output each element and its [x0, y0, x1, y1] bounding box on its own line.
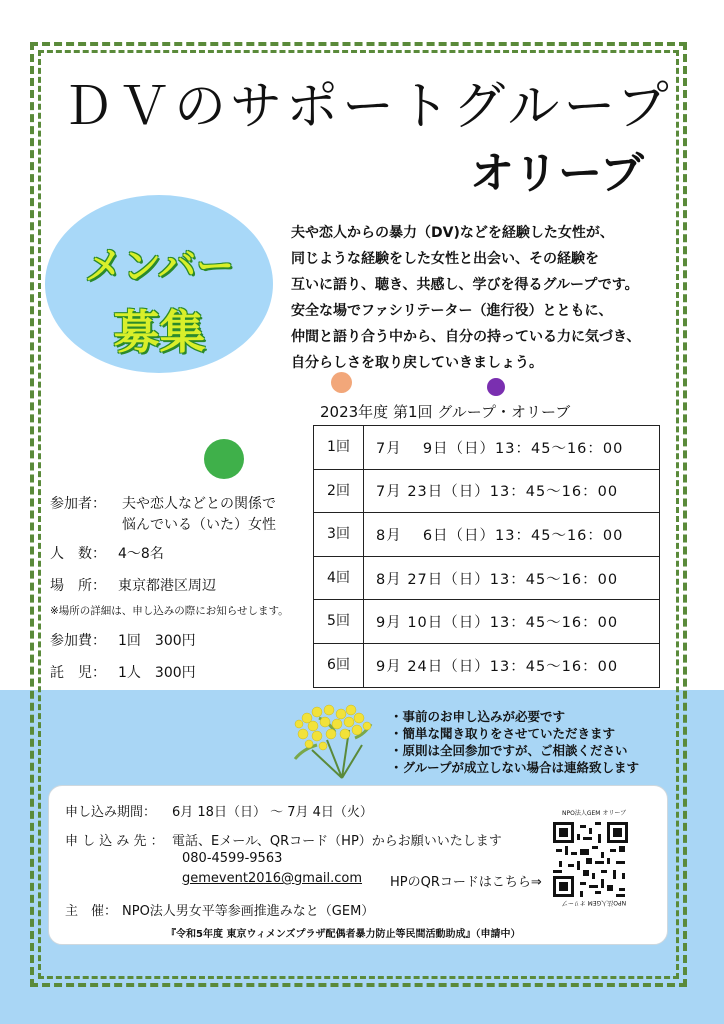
schedule-title: 2023年度 第1回 グループ・オリーブ — [320, 403, 571, 421]
place-label: 場 所： — [50, 578, 106, 594]
apply-to-value: 電話、Eメール、QRコード（HP）からお願いいたします — [172, 834, 502, 849]
session-number: 6回 — [314, 644, 364, 688]
recruit-line-2: 募集 — [113, 305, 206, 359]
intro-line: 互いに語り、聴き、共感し、学びを得るグループです。 — [291, 277, 639, 293]
notes-list — [390, 708, 639, 776]
schedule-row — [314, 470, 659, 514]
place-value: 東京都港区周辺 — [118, 578, 216, 594]
page-title: ＤＶのサポートグループ — [62, 77, 673, 137]
session-date: 9月 10日（日）13：45～16：00 — [376, 615, 619, 632]
qr-code-icon[interactable] — [553, 822, 628, 897]
intro-text — [291, 220, 681, 376]
note-item: ・事前のお申し込みが必要です — [390, 709, 566, 724]
note-item: ・簡単な聞き取りをさせていただきます — [390, 726, 616, 741]
intro-line: 自分らしさを取り戻していきましょう。 — [291, 355, 543, 371]
phone-number: 080-4599-9563 — [182, 851, 283, 866]
session-number: 3回 — [314, 513, 364, 556]
session-number: 2回 — [314, 470, 364, 513]
session-number: 4回 — [314, 557, 364, 600]
schedule-row — [314, 644, 659, 688]
session-date: 8月 27日（日）13：45～16：00 — [376, 571, 619, 588]
page-subtitle: オリーブ — [470, 148, 644, 199]
participants-label: 参加者： — [50, 496, 106, 512]
intro-line: 安全な場でファシリテーター（進行役）とともに、 — [291, 303, 613, 319]
mimosa-flower-icon — [287, 700, 377, 780]
schedule-row — [314, 600, 659, 644]
qr-caption-top: NPO法人GEM オリーブ — [562, 810, 627, 817]
apply-to-label: 申 し 込 み 先 ： — [65, 834, 164, 849]
participants-text-1: 夫や恋人などとの関係で — [122, 496, 276, 512]
session-date: 7月 9日（日）13：45～16：00 — [376, 440, 624, 457]
fee-label: 参加費： — [50, 633, 106, 649]
session-date: 8月 6日（日）13：45～16：00 — [376, 527, 624, 544]
orange-dot — [331, 372, 352, 393]
period-label: 申し込み期間： — [65, 805, 157, 820]
email-link[interactable]: gemevent2016@gmail.com — [182, 871, 363, 886]
childcare-value: 1人 300円 — [118, 665, 196, 681]
session-number: 1回 — [314, 426, 364, 469]
intro-line: 夫や恋人からの暴力（DV)などを経験した女性が、 — [291, 225, 614, 241]
period-value: 6月 18日（日） ～ 7月 4日（火） — [172, 805, 373, 820]
qr-caption-bottom: NPO法人GEM オリーブ — [562, 899, 627, 906]
recruit-line-1: メンバー — [84, 244, 235, 288]
childcare-label: 託 児： — [50, 665, 106, 681]
place-note: ※場所の詳細は、申し込みの際にお知らせします。 — [50, 605, 289, 617]
intro-line: 同じような経験をした女性と出会い、その経験を — [291, 251, 599, 267]
host-value: NPO法人男女平等参画推進みなと（GEM） — [122, 904, 375, 919]
note-item: ・グループが成立しない場合は連絡致します — [390, 760, 640, 775]
host-label: 主 催： — [65, 904, 118, 919]
count-value: 4～8名 — [118, 546, 164, 562]
schedule-row — [314, 513, 659, 557]
grant-note: 『令和5年度 東京ウィメンズプラザ配偶者暴力防止等民間活動助成』（申請中） — [166, 929, 521, 940]
qr-hint: HPのQRコードはこちら⇒ — [390, 875, 542, 890]
green-dot — [204, 439, 244, 479]
fee-value: 1回 300円 — [118, 633, 196, 649]
schedule-row — [314, 557, 659, 601]
schedule-table — [313, 425, 660, 688]
participants-text-2: 悩んでいる（いた）女性 — [122, 517, 276, 533]
note-item: ・原則は全回参加ですが、ご相談ください — [390, 743, 628, 758]
schedule-row — [314, 426, 659, 470]
purple-dot — [487, 378, 505, 396]
count-label: 人 数： — [50, 546, 106, 562]
session-number: 5回 — [314, 600, 364, 643]
session-date: 7月 23日（日）13：45～16：00 — [376, 484, 619, 501]
session-date: 9月 24日（日）13：45～16：00 — [376, 659, 619, 676]
intro-line: 仲間と語り合う中から、自分の持っている力に気づき、 — [291, 329, 641, 345]
